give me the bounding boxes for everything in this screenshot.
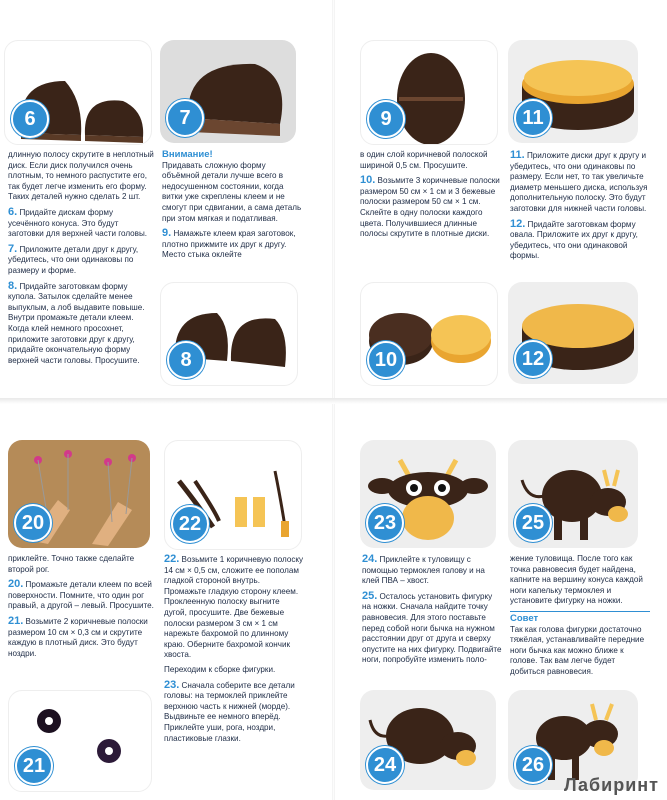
step-body: Возьмите 2 коричневые полоски размером 10 см × 0,3 см и скрутите каждую в плотный диск. Это будут ноздри. [8, 616, 148, 658]
step-body: Промажьте детали клеем по всей поверхности. Помните, что один рог правый, а другой – левый. Просушите. [8, 580, 154, 611]
instructions-col-b [162, 150, 302, 265]
step-number: 9. [162, 227, 172, 240]
step-body: Приклейте к туловищу с помощью термоклея голову и на клей ПВА – хвост. [362, 555, 485, 586]
photo-step-20 [8, 440, 150, 548]
step-body: Приложите диски друг к другу и убедитесь, что они одинаковы по размеру. Если нет, то так увеличьте диаметр меньшего диска, используя дополнительную полоску. Это будут заготовки для нижней части головы. [510, 151, 648, 213]
step-number: 10. [360, 174, 376, 187]
photo-step-11 [508, 40, 638, 143]
photo-step-12 [508, 282, 638, 384]
step-7-text [8, 244, 156, 277]
attention-label: Внимание! [162, 149, 213, 160]
attention-body: Придавать сложную форму объёмной детали лучше всего в недосушенном состоянии, когда витки уже скреплены клеем и не смогут при сдвигании, а сама деталь при этом мягкая и податливая. [162, 160, 302, 223]
step-badge: 25 [514, 504, 552, 542]
page-fold [0, 398, 667, 404]
step-badge: 6 [11, 100, 49, 138]
step-body: Придайте дискам форму усечённого конуса. Это будут заготовки для верхней части головы. [8, 207, 148, 239]
photo-step-8 [160, 282, 298, 386]
step-badge: 7 [166, 99, 204, 137]
step-25-tail: жение туловища. После того как точка равновесия будет найдена, капните на вершину конуса каждой ноги капельку термоклея и установите фигурку на ножки. [510, 554, 643, 606]
advice-label: Совет [510, 612, 539, 624]
step-badge: 21 [15, 747, 53, 785]
step-number: 23. [164, 678, 180, 691]
instructions-col-a [8, 150, 156, 370]
step-body: Возьмите 3 коричневые полоски размером 50 см × 1 см и 3 бежевые полоски размером 50 см × 1 см. Склейте в одну полоски каждого цвета. Получившиеся длинные полосы скрутите в плотные диски. [360, 176, 500, 239]
step-19-tail: приклейте. Точно также сделайте второй рог. [8, 554, 135, 574]
step-badge: 11 [514, 99, 552, 137]
step-badge: 10 [367, 341, 405, 379]
step-body: Приложите детали друг к другу, убедитесь, что они одинаковы по размеру и форме. [8, 244, 139, 275]
step-24-text [362, 554, 502, 587]
instructions-col-d [510, 150, 650, 266]
photo-step-23 [360, 440, 496, 548]
assembly-transition: Переходим к сборке фигурки. [164, 664, 276, 674]
step-23-text [164, 680, 304, 745]
attention-note [162, 150, 302, 224]
step-22-text [164, 554, 304, 661]
advice-body: Так как голова фигурки достаточно тяжёлая, устанавливайте передние ноги бычка как можно ближе к голове. Так вам легче будет добиться равновесия. [510, 624, 645, 676]
step-25-text [362, 591, 502, 666]
step-11-text [510, 150, 650, 215]
watermark-logo: Лабиринт [563, 775, 659, 795]
step-body: Возьмите 1 коричневую полоску 14 см × 0,5 см, сложите ее пополам гладкой стороной внутрь. Промажьте гладкую сторону клеем. Проклеенную полоску выгните дугой, просушите. Две бежевые полоски размером 3 см × 1 см нарежьте бахромой по длинному краю. Оберните бахромой кончик хвоста. [164, 555, 304, 660]
step-body: Осталось установить фигурку на ножки. Сначала найдите точку равновесия. Для этого поставьте перед собой ноги бычка на нужном расстоянии друг от друга и сверху опустите на них фигурку. Подвигайте ноги, попробуйте изменить поло- [362, 591, 502, 665]
step-9-text [162, 228, 302, 261]
photo-step-22 [164, 440, 302, 550]
step-21-text [8, 616, 156, 659]
step-number: 12. [510, 217, 526, 230]
step-10-text [360, 175, 500, 240]
step-badge: 24 [366, 746, 404, 784]
step-body: Намажьте клеем края заготовок, плотно прижмите их друг к другу. Место стыка оклейте [162, 229, 296, 260]
photo-step-9 [360, 40, 498, 145]
step-number: 11. [510, 149, 525, 161]
step-number: 21. [8, 614, 24, 627]
step-badge: 9 [367, 100, 405, 138]
step-number: 22. [164, 553, 180, 565]
instructions-col-h [510, 554, 650, 682]
instructions-col-e [8, 554, 156, 663]
step-badge: 8 [167, 341, 205, 379]
advice-box [510, 611, 650, 678]
step-number: 6. [8, 205, 18, 218]
instructions-col-f [164, 554, 304, 748]
photo-step-7 [160, 40, 296, 143]
photo-step-25 [508, 440, 638, 548]
step-9-tail: в один слой коричневой полоской шириной 0,5 см. Просушите. [360, 150, 488, 170]
step-badge: 26 [514, 746, 552, 784]
step-badge: 20 [14, 504, 52, 542]
step-number: 7. [8, 242, 18, 255]
photo-step-6 [4, 40, 152, 145]
step-5-tail: длинную полосу скрутите в неплотный диск. Если диск получился очень плотным, то немного распустите его, так будет легче изменить его форму. Таких деталей нужно сделать 2 шт. [8, 150, 154, 202]
step-badge: 22 [171, 505, 209, 543]
step-body: Придайте заготовкам форму купола. Затылок сделайте менее выпуклым, а лоб выдавите повыше. Внутри промажьте детали клеем. Когда клей немного просохнет, приложите заготовки друг к другу, придайте окончательную форму верхней части головы. Просушите. [8, 281, 145, 365]
step-number: 20. [8, 578, 24, 591]
step-20-text [8, 579, 156, 612]
step-8-text [8, 281, 156, 367]
step-number: 25. [362, 589, 378, 602]
step-number: 24. [362, 553, 378, 565]
step-6-text [8, 207, 156, 240]
step-body: Придайте заготовкам форму овала. Приложите их друг к другу, убедитесь, что они одинаковой формы. [510, 219, 638, 261]
instructions-col-c [360, 150, 500, 244]
photo-step-21 [8, 690, 152, 792]
step-12-text [510, 219, 650, 262]
step-badge: 12 [514, 340, 552, 378]
photo-step-24 [360, 690, 496, 790]
step-badge: 23 [366, 504, 404, 542]
step-body: Сначала соберите все детали головы: на термоклей приклейте верхнюю часть к нижней (морде). Выдвиньте ее немного вперёд. Приклейте уши, рога, ноздри, пластиковые глазки. [164, 680, 295, 743]
photo-step-10 [360, 282, 498, 386]
instructions-col-g [362, 554, 502, 670]
step-number: 8. [8, 279, 18, 292]
